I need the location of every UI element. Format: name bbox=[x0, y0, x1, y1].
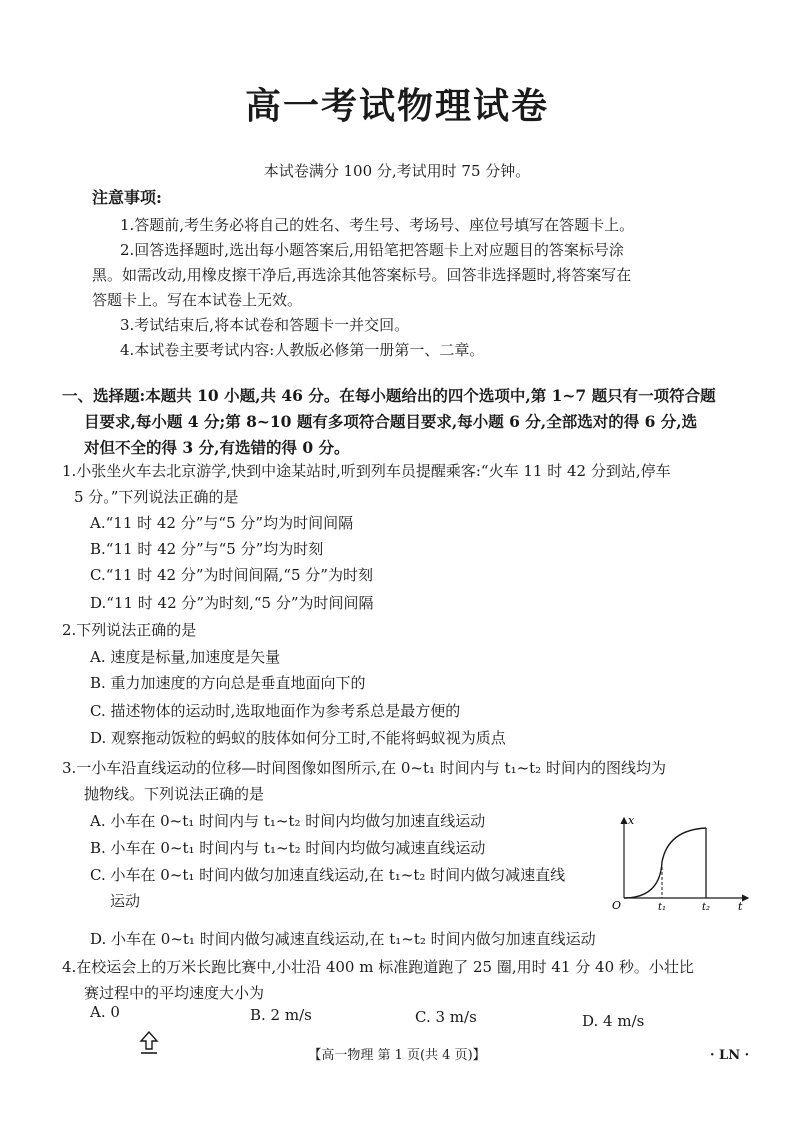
section-header-line-3: 对但不全的得 3 分,有选错的得 0 分。 bbox=[84, 438, 350, 457]
graph-origin: O bbox=[612, 899, 622, 912]
paper-code: · LN · bbox=[710, 1048, 750, 1063]
q1-option-d: D.“11 时 42 分”为时刻,“5 分”为时间间隔 bbox=[90, 594, 374, 612]
q2-option-d: D. 观察拖动饭粒的蚂蚁的肢体如何分工时,不能将蚂蚁视为质点 bbox=[90, 729, 506, 747]
q4-option-c: C. 3 m/s bbox=[415, 1008, 477, 1026]
page-title: 高一考试物理试卷 bbox=[244, 85, 549, 127]
q4-option-a: A. 0 bbox=[90, 1003, 120, 1021]
q2-stem: 2.下列说法正确的是 bbox=[62, 621, 197, 639]
graph-y-label: x bbox=[628, 814, 635, 827]
q1-option-b: B.“11 时 42 分”与“5 分”均为时刻 bbox=[90, 540, 324, 558]
q1-option-c: C.“11 时 42 分”为时间间隔,“5 分”为时刻 bbox=[90, 566, 373, 584]
graph-t1-label: t₁ bbox=[658, 902, 667, 912]
q3-option-a: A. 小车在 0~t₁ 时间内与 t₁~t₂ 时间内均做匀加速直线运动 bbox=[90, 812, 486, 830]
q3-stem-line-1: 3.一小车沿直线运动的位移—时间图像如图所示,在 0~t₁ 时间内与 t₁~t₂ 时间内的图线均为 bbox=[62, 759, 666, 777]
notice-item-2: 2.回答选择题时,选出每小题答案后,用铅笔把答题卡上对应题目的答案标号涂 bbox=[120, 241, 624, 259]
q3-option-b: B. 小车在 0~t₁ 时间内与 t₁~t₂ 时间内均做匀减速直线运动 bbox=[90, 839, 486, 857]
q4-option-b: B. 2 m/s bbox=[250, 1006, 312, 1024]
q3-option-c: C. 小车在 0~t₁ 时间内做匀加速直线运动,在 t₁~t₂ 时间内做匀减速直线 bbox=[90, 866, 566, 884]
graph-t2-label: t₂ bbox=[702, 902, 711, 912]
notice-item-3: 3.考试结束后,将本试卷和答题卡一并交回。 bbox=[120, 316, 410, 334]
q2-option-b: B. 重力加速度的方向总是垂直地面向下的 bbox=[90, 674, 366, 692]
graph-t-label: t bbox=[738, 900, 743, 912]
section-header-line-1: 一、选择题:本题共 10 小题,共 46 分。在每小题给出的四个选项中,第 1~7 题只有一项符合题 bbox=[62, 386, 716, 405]
q3-option-d: D. 小车在 0~t₁ 时间内做匀减速直线运动,在 t₁~t₂ 时间内做匀加速直线运动 bbox=[90, 930, 596, 948]
notice-item-1: 1.答题前,考生务必将自己的姓名、考生号、考场号、座位号填写在答题卡上。 bbox=[120, 216, 635, 234]
q2-option-c: C. 描述物体的运动时,选取地面作为参考系总是最方便的 bbox=[90, 702, 461, 720]
xt-curve bbox=[624, 828, 706, 898]
notice-item-2-cont2: 答题卡上。写在本试卷上无效。 bbox=[92, 291, 303, 309]
q3-stem-line-2: 抛物线。下列说法正确的是 bbox=[84, 785, 265, 803]
position-time-graph bbox=[610, 812, 750, 912]
q3-option-c-cont: 运动 bbox=[110, 892, 141, 910]
q1-stem-line-1: 1.小张坐火车去北京游学,快到中途某站时,听到列车员提醒乘客:“火车 11 时 42 分到站,停车 bbox=[62, 462, 671, 480]
notice-item-4: 4.本试卷主要考试内容:人教版必修第一册第一、二章。 bbox=[120, 341, 485, 359]
q1-stem-line-2: 5 分。”下列说法正确的是 bbox=[74, 488, 239, 506]
q4-option-d: D. 4 m/s bbox=[582, 1012, 645, 1030]
section-header-line-2: 目要求,每小题 4 分;第 8~10 题有多项符合题目要求,每小题 6 分,全部选对的得 6 分,选 bbox=[84, 412, 698, 431]
q4-stem-line-2: 赛过程中的平均速度大小为 bbox=[84, 984, 265, 1002]
q4-stem-line-1: 4.在校运会上的万米长跑比赛中,小壮沿 400 m 标准跑道跑了 25 圈,用时 41 分 40 秒。小壮比 bbox=[62, 958, 694, 976]
notice-item-2-cont: 黑。如需改动,用橡皮擦干净后,再选涂其他答案标号。回答非选择题时,将答案写在 bbox=[92, 266, 632, 284]
q2-option-a: A. 速度是标量,加速度是矢量 bbox=[90, 648, 281, 666]
notice-heading: 注意事项: bbox=[92, 188, 162, 207]
page-footer: 【高一物理 第 1 页(共 4 页)】 bbox=[308, 1048, 486, 1063]
q1-option-a: A.“11 时 42 分”与“5 分”均为时间间隔 bbox=[90, 514, 354, 532]
exam-intro: 本试卷满分 100 分,考试用时 75 分钟。 bbox=[263, 162, 531, 180]
